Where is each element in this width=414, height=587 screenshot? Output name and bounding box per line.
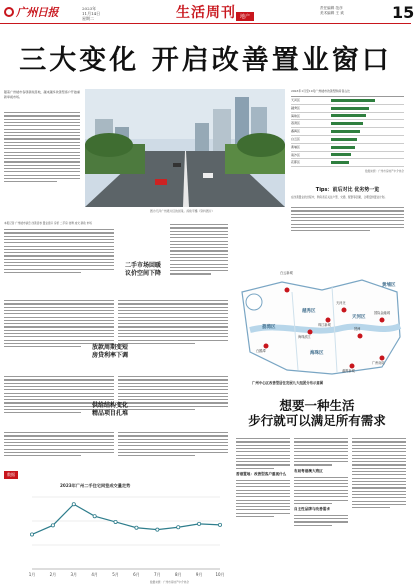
map-label: 天河北 (336, 301, 346, 305)
feature-headline: 想要一种生活 步行就可以满足所有需求 (248, 398, 386, 428)
data-point (218, 523, 221, 526)
subhead-secondhand: 二手市场回暖 议价空间下降 (124, 262, 161, 277)
small-subhead: 香港置地：改善型客户重视什么 (236, 471, 287, 476)
tips-title: Tips：前后对比 优劣势一览 (315, 187, 380, 193)
map-marker (358, 334, 363, 339)
small-subhead: 自主性品牌与改善需求 (294, 506, 330, 511)
section-title: 生活周刊 (176, 5, 236, 21)
data-point (30, 533, 33, 536)
subhead-loan: 放款周期变短 房贷利率下调 (91, 344, 128, 359)
district-label: 越秀区 (302, 309, 316, 314)
series-line (32, 504, 220, 534)
subhead-supply: 供给结构变化 精品项目扎堆 (91, 402, 128, 417)
map-label: 琶洲 (354, 327, 361, 331)
chart-box-source: 数据来源：广州市房地产中介协会 (365, 170, 404, 174)
tips-box (291, 186, 404, 233)
x-tick-label: 5月 (112, 572, 119, 577)
chart-row: 天河区 (291, 97, 404, 105)
feature-body (236, 436, 406, 584)
body-text: 本报记者 广州楼市消息 改善需求 置业窗口 房价 二手房 挂牌 成交 新政 市场 (4, 222, 92, 225)
small-subhead: 布局粤港澳大湾区 (294, 468, 323, 473)
district-label: 天河区 (352, 315, 366, 320)
map-label: 白云新城 (280, 271, 293, 275)
main-headline: 三大变化 开启改善置业窗口 (19, 45, 392, 76)
page-number: 15 (392, 3, 414, 22)
tips-text: 在改善置业的过程中，购房者应关注户型、交通、配套等因素，合理安排置业计划。 (291, 196, 387, 199)
issue-date: 2023年 11月14日 星期二 (82, 6, 101, 21)
street-photo (85, 89, 285, 207)
data-point (177, 526, 180, 529)
chart-row: 黄埔区 (291, 144, 404, 152)
x-tick-label: 10月 (215, 572, 225, 577)
map-marker (285, 288, 290, 293)
chart-row: 海珠区 (291, 113, 404, 121)
map-label: 珠江新城 (318, 323, 331, 327)
chart-box-title: 2023年1月至10月广州楼市改善型购房者占比 (291, 89, 351, 93)
bottom-chart-title: 2023年广州二手住宅网签成交量走势 (60, 483, 131, 488)
data-point (114, 520, 117, 523)
x-tick-label: 3月 (70, 572, 78, 577)
body-column-7 (4, 430, 228, 466)
chart-box-rows (291, 96, 404, 167)
data-badge: 数据 (4, 471, 18, 479)
photo-caption: 图为天河广州塔片区的街景。汤艳平摄（资料图片） (150, 209, 215, 213)
body-column-2 (170, 222, 228, 302)
map-label: 白鹅潭 (256, 349, 266, 353)
data-point (135, 526, 138, 529)
chart-row: 荔湾区 (291, 120, 404, 128)
logo-swirl-icon (4, 7, 14, 17)
data-point (72, 503, 75, 506)
x-tick-label: 1月 (28, 572, 36, 577)
chart-row: 白云区 (291, 136, 404, 144)
x-tick-label: 8月 (174, 572, 182, 577)
lead-column (4, 90, 80, 210)
data-point (51, 524, 54, 527)
district-label: 海珠区 (310, 351, 324, 356)
district-label: 荔湾区 (262, 325, 276, 330)
chart-row: 越秀区 (291, 105, 404, 113)
map-title: 广州中心区改善型居住发展九大组团分布示意图 (252, 381, 324, 385)
body-column-1 (4, 222, 114, 292)
chart-row: 南沙区 (291, 152, 404, 160)
chart-row: 花都区 (291, 159, 404, 167)
data-point (198, 522, 201, 525)
map-label: 海珠滨江 (298, 335, 311, 339)
district-map (232, 262, 408, 390)
ratio-chart-box (291, 89, 404, 181)
data-point (156, 528, 159, 531)
map-label: 番禺新城 (342, 369, 355, 373)
x-tick-label: 6月 (133, 572, 140, 577)
chart-row: 番禺区 (291, 128, 404, 136)
map-marker (342, 308, 347, 313)
map-label: 广州南站 (372, 361, 385, 365)
x-tick-label: 9月 (195, 572, 203, 577)
newspaper-logo: 广州日报 (4, 4, 70, 20)
district-label: 黄埔区 (382, 283, 396, 288)
editor-credits: 责任编辑 范彦 美术编辑 王 欢 (320, 6, 344, 15)
lead-lines (4, 112, 80, 182)
bottom-line-chart (14, 489, 226, 583)
map-marker (380, 318, 385, 323)
data-point (93, 515, 96, 518)
x-tick-label: 2月 (49, 572, 57, 577)
x-tick-label: 4月 (91, 572, 98, 577)
map-label: 国际金融城 (374, 311, 390, 315)
section-tag: 地产 (236, 12, 254, 21)
x-tick-label: 7月 (154, 572, 161, 577)
lead-text: 随着广州楼市各项新政落地，越来越多改善型客户开始重新审视市场。 (4, 90, 80, 99)
bottom-chart-source: 数据来源：广州市房地产中介协会 (150, 581, 189, 584)
